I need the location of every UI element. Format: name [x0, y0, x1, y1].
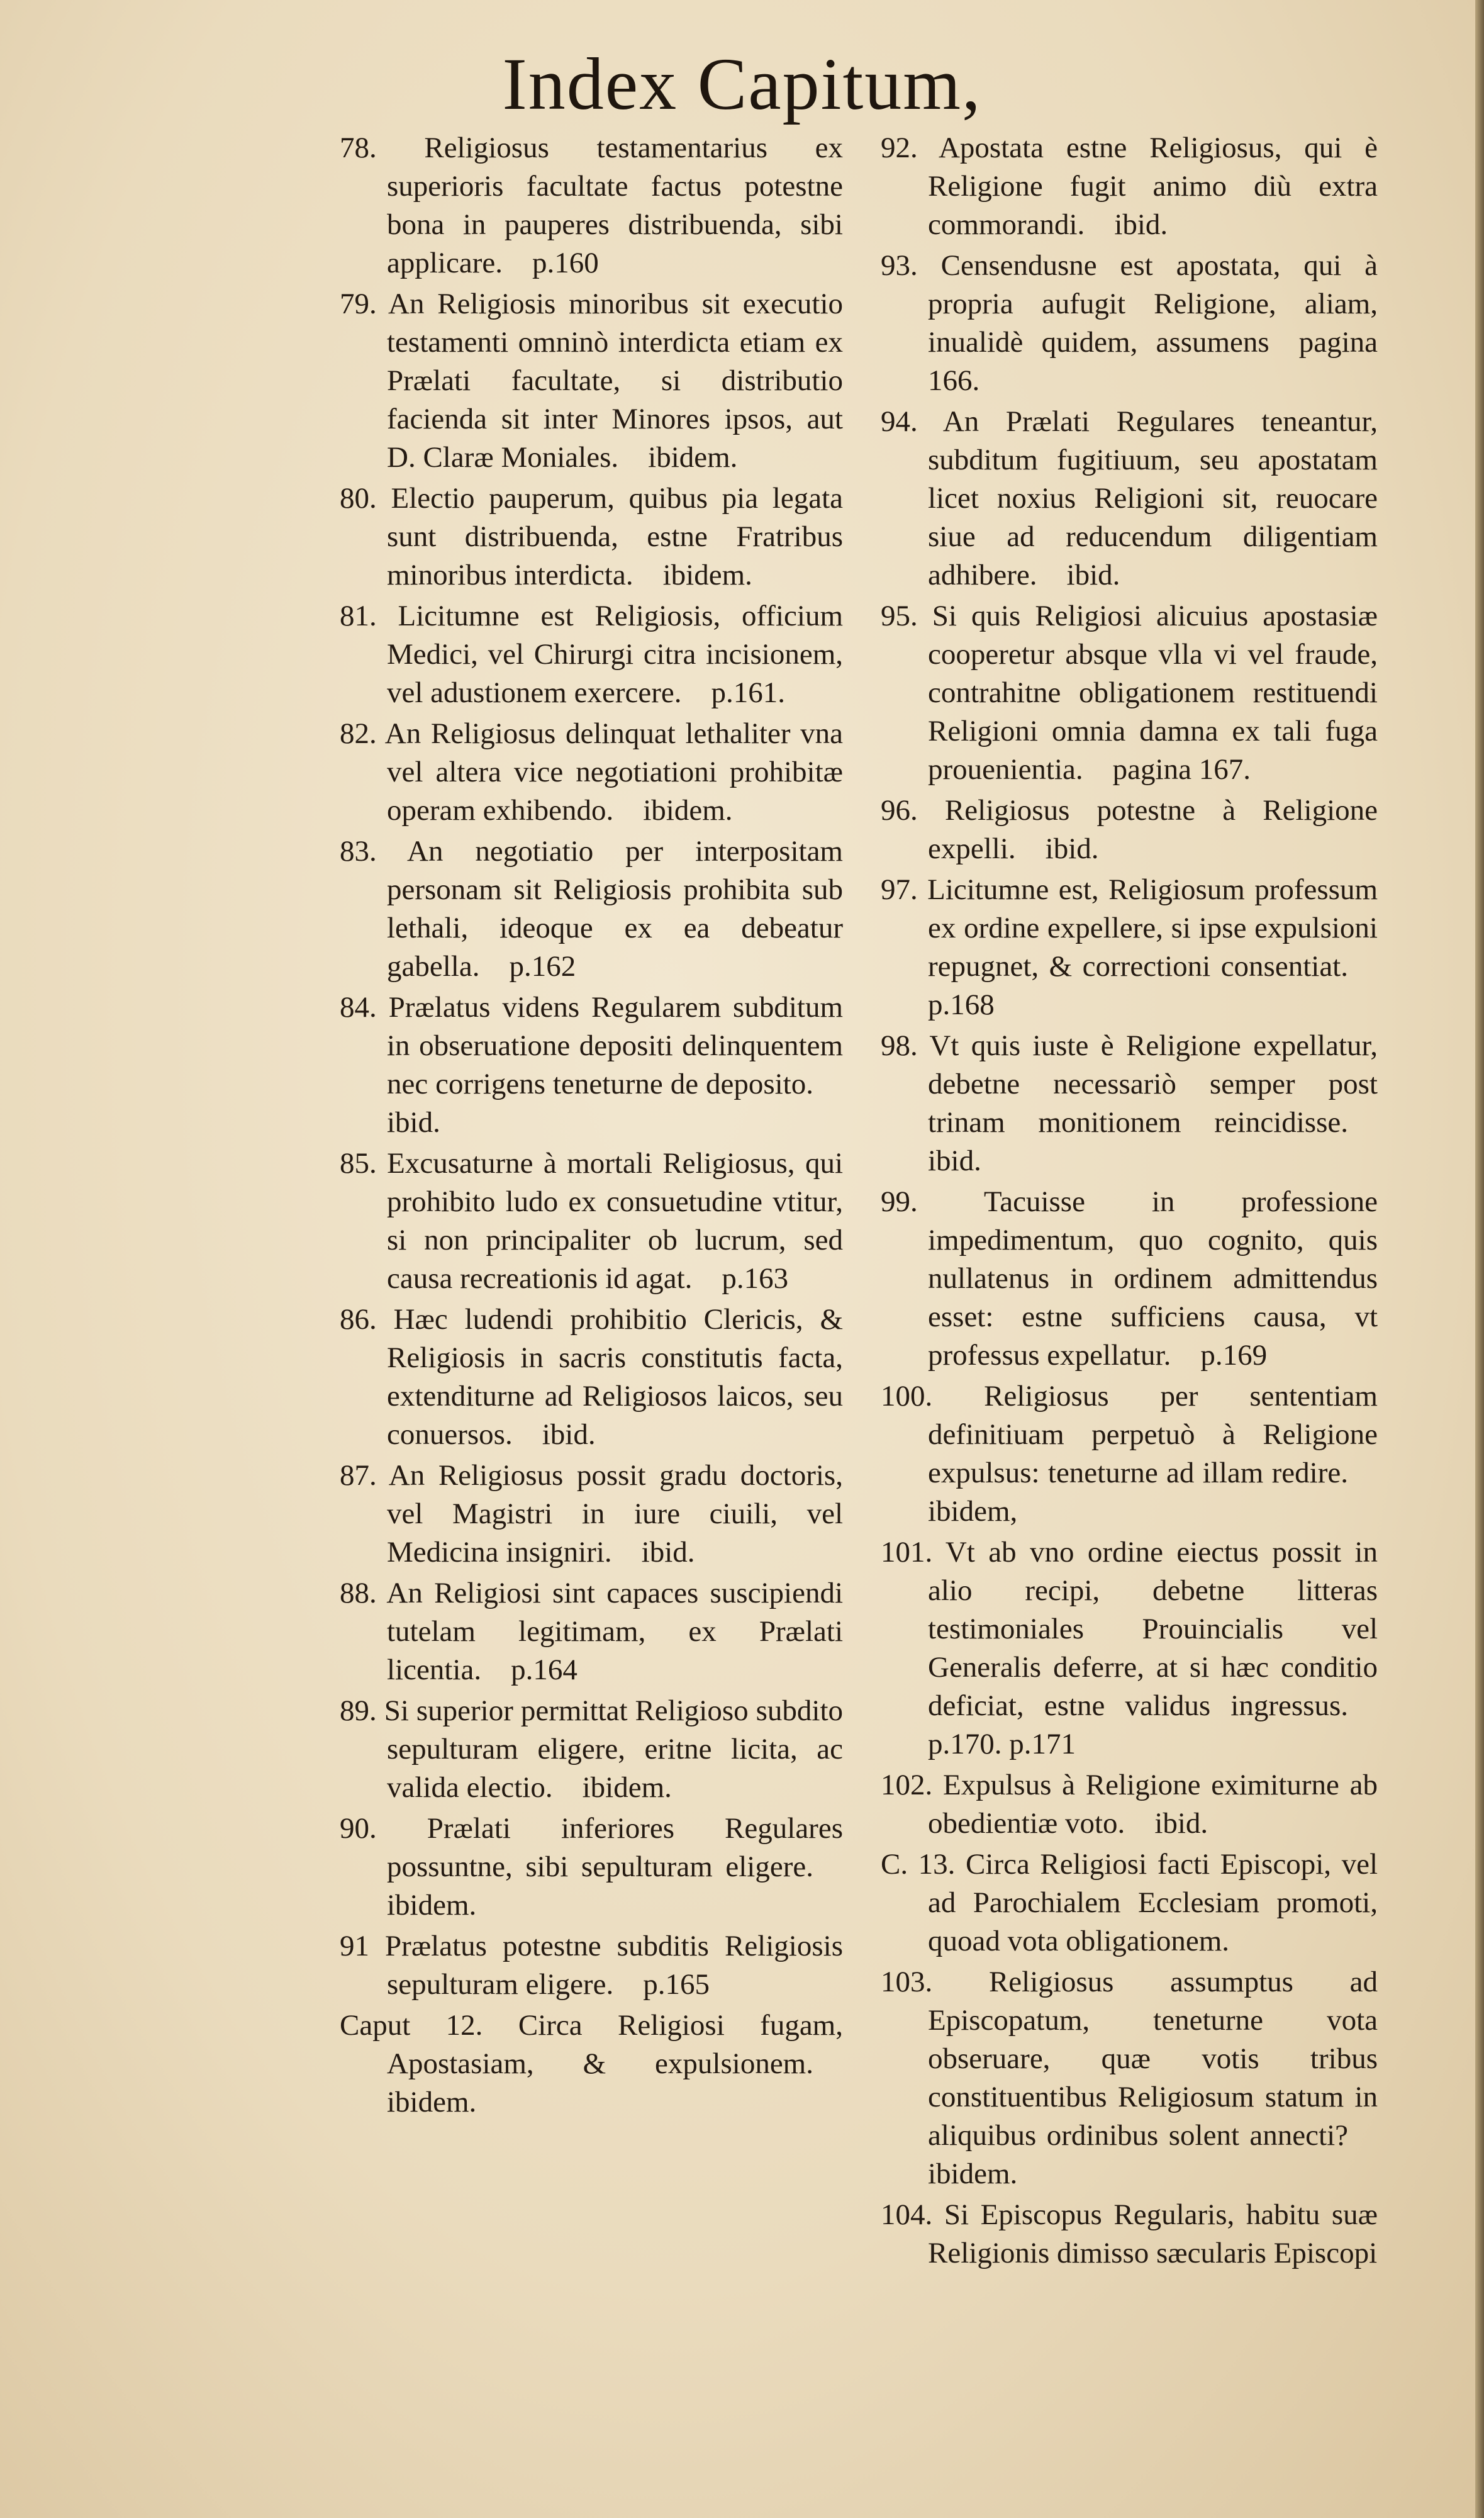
index-entry [340, 715, 843, 830]
entry-page-reference: ibid. [542, 1418, 596, 1451]
index-entry [881, 1766, 1378, 1843]
entry-number: 88. [340, 1577, 377, 1609]
index-entry [340, 1927, 843, 2004]
entry-page-reference: pagina 166. [928, 326, 1378, 397]
entry-text: Circa Religiosi fugam, Apostasiam, & expulsionem. [387, 2009, 843, 2080]
entry-page-reference: ibid. [641, 1536, 695, 1569]
entry-text: An Religiosi sint capaces suscipiendi tutelam legitimam, ex Prælati licentia. [386, 1577, 843, 1686]
entry-text: Religiosus testamentarius ex superioris facultate factus potestne bona in pauperes distribuenda, sibi applicare. [387, 131, 844, 279]
entry-number: 85. [340, 1147, 377, 1180]
index-entry [881, 792, 1378, 868]
left-column [340, 129, 843, 2124]
entry-page-reference: ibid. [387, 1106, 440, 1139]
entry-number: 98. [881, 1029, 918, 1062]
entry-number: 87. [340, 1459, 377, 1492]
index-entry [340, 1301, 843, 1454]
entry-number: 91 [340, 1930, 369, 1962]
index-entry [881, 871, 1378, 1024]
entry-text: An Religiosus possit gradu doctoris, vel Magistri in iure ciuili, vel Medicina insigniri. [387, 1459, 843, 1569]
entry-page-reference: ibidem. [643, 794, 733, 827]
entry-page-reference: p.162 [509, 950, 576, 983]
entry-page-reference: ibidem. [387, 2086, 477, 2118]
entry-page-reference: p.168 [928, 988, 995, 1021]
entry-number: 99. [881, 1185, 918, 1218]
entry-number: 83. [340, 835, 377, 868]
entry-number: 95. [881, 600, 918, 632]
index-entry [340, 129, 843, 283]
entry-text: Prælatus videns Regularem subditum in obseruatione depositi delinquentem nec corrigens teneturne de deposito. [387, 991, 844, 1100]
index-entry [881, 1027, 1378, 1180]
entry-text: Vt quis iuste è Religione expellatur, debetne necessariò semper post trinam monitionem reincidisse. [928, 1029, 1378, 1139]
index-entry [340, 988, 843, 1142]
entry-number: Caput 12. [340, 2009, 483, 2042]
entry-text: Expulsus à Religione eximiturne ab obedientiæ voto. [928, 1769, 1378, 1840]
entry-number: 90. [340, 1812, 377, 1845]
index-entry [881, 1533, 1378, 1764]
entry-number: 93. [881, 249, 918, 282]
entry-number: 102. [881, 1769, 933, 1801]
page-heading: Index Capitum, [502, 43, 982, 125]
entry-text: Hæc ludendi prohibitio Clericis, & Religiosis in sacris constitutis facta, extenditurne ad Religiosos laicos, seu conuersos. [387, 1303, 844, 1451]
entry-number: 79. [340, 288, 377, 320]
index-entry [340, 832, 843, 986]
index-entry [881, 1963, 1378, 2193]
entry-number: 84. [340, 991, 377, 1024]
entry-number: 96. [881, 794, 918, 827]
entry-page-reference: p.163 [722, 1262, 789, 1295]
entry-page-reference: ibidem, [928, 1495, 1018, 1528]
index-entry [881, 1377, 1378, 1531]
index-entry [340, 1144, 843, 1298]
entry-text: Licitumne est, Religiosum professum ex ordine expellere, si ipse expulsioni repugnet, & correctioni consentiat. [927, 873, 1378, 983]
entry-number: 100. [881, 1380, 933, 1413]
entry-text: An Religiosus delinquat lethaliter vna vel altera vice negotiationi prohibitæ operam exhibendo. [384, 717, 843, 827]
entry-text: Prælati inferiores Regulares possuntne, sibi sepulturam eligere. [387, 1812, 843, 1883]
entry-page-reference: ibid. [1154, 1807, 1208, 1840]
entry-page-reference: p.160 [532, 247, 599, 279]
entry-number: 104. [881, 2198, 933, 2231]
entry-page-reference: pagina 167. [1112, 753, 1251, 786]
entry-text: An Religiosis minoribus sit executio testamenti omninò interdicta etiam ex Prælati facultate, si distributio facienda sit inter Minores ipsos, aut D. Claræ Moniales. [387, 288, 843, 474]
index-entry [881, 247, 1378, 400]
index-entry [881, 597, 1378, 789]
entry-text: Electio pauperum, quibus pia legata sunt distribuenda, estne Fratribus minoribus interdicta. [387, 482, 843, 591]
index-entry [340, 1810, 843, 1925]
entry-page-reference: ibidem. [662, 559, 752, 591]
entry-text: Prælatus potestne subditis Religiosis sepulturam eligere. [385, 1930, 843, 2001]
entry-number: 81. [340, 600, 377, 632]
entry-text: Vt ab vno ordine eiectus possit in alio recipi, debetne litteras testimoniales Prouincialis vel Generalis deferre, at si hæc conditio deficiat, estne validus ingressus. [928, 1536, 1378, 1722]
entry-page-reference: p.164 [511, 1653, 577, 1686]
entry-page-reference: ibid. [1066, 559, 1120, 591]
entry-text: Excusaturne à mortali Religiosus, qui prohibito ludo ex consuetudine vtitur, si non principaliter ob lucrum, sed causa recreationis id agat. [387, 1147, 844, 1295]
entry-number: 78. [340, 131, 377, 164]
entry-number: C. 13. [881, 1848, 956, 1881]
entry-text: Tacuisse in professione impedimentum, quo cognito, quis nullatenus in ordinem admittendus esset: estne sufficiens causa, vt professus expellatur. [928, 1185, 1378, 1372]
book-spine-edge [1475, 0, 1484, 2518]
entry-number: 89. [340, 1694, 377, 1727]
entry-number: 86. [340, 1303, 377, 1336]
entry-number: 82. [340, 717, 377, 750]
entry-text: Religiosus per sententiam definitiuam perpetuò à Religione expulsus: teneturne ad illam redire. [928, 1380, 1378, 1489]
entry-page-reference: ibid. [928, 1144, 981, 1177]
entry-number: 94. [881, 405, 918, 438]
index-entry [340, 479, 843, 595]
entry-page-reference: ibidem. [582, 1771, 672, 1804]
entry-page-reference: p.169 [1200, 1339, 1268, 1372]
index-entry [340, 597, 843, 712]
entry-text: An Prælati Regulares teneantur, subditum fugitiuum, seu apostatam licet noxius Religioni sit, reuocare siue ad reducendum diligentiam adhibere. [928, 405, 1378, 591]
index-entry [340, 1457, 843, 1572]
entry-text: Religiosus potestne à Religione expelli. [928, 794, 1378, 865]
entry-text: Si Episcopus Regularis, habitu suæ Religionis dimisso sæcularis Episcopi [928, 2198, 1378, 2269]
entry-text: Licitumne est Religiosis, officium Medici, vel Chirurgi citra incisionem, vel adustionem exercere. [387, 600, 843, 709]
index-entry [881, 1845, 1378, 1961]
index-entry [340, 2006, 843, 2122]
entry-text: Circa Religiosi facti Episcopi, vel ad Parochialem Ecclesiam promoti, quoad vota obligationem. [928, 1848, 1378, 1957]
entry-page-reference: ibidem. [648, 441, 738, 474]
entry-text: Si quis Religiosi alicuius apostasiæ cooperetur absque vlla vi vel fraude, contrahitne obligationem restituendi Religioni omnia damna ex tali fuga prouenientia. [928, 600, 1378, 786]
entry-text: Si superior permittat Religioso subdito sepulturam eligere, eritne licita, ac valida electio. [384, 1694, 843, 1804]
index-entry [881, 1183, 1378, 1375]
entry-page-reference: ibidem. [928, 2157, 1018, 2190]
entry-page-reference: p.165 [643, 1968, 710, 2001]
entry-page-reference: ibidem. [387, 1889, 477, 1922]
entry-page-reference: ibid. [1045, 832, 1099, 865]
entry-number: 103. [881, 1966, 933, 1998]
index-entry [340, 1574, 843, 1689]
entry-text: Censendusne est apostata, qui à propria aufugit Religione, aliam, inualidè quidem, assumens [928, 249, 1378, 359]
index-entry [340, 285, 843, 477]
right-column [881, 129, 1378, 2275]
index-entry [881, 2196, 1378, 2273]
entry-text: An negotiatio per interpositam personam sit Religiosis prohibita sub lethali, ideoque ex ea debeatur gabella. [387, 835, 843, 983]
entry-number: 97. [881, 873, 918, 906]
entry-number: 80. [340, 482, 377, 515]
entry-number: 101. [881, 1536, 933, 1569]
index-entry [881, 403, 1378, 595]
entry-text: Religiosus assumptus ad Episcopatum, teneturne vota obseruare, quæ votis tribus constituentibus Religiosum statum in aliquibus ordinibus solent annecti? [928, 1966, 1378, 2152]
entry-page-reference: p.161. [711, 676, 785, 709]
entry-page-reference: ibid. [1114, 208, 1168, 241]
index-entry [340, 1692, 843, 1807]
index-entry [881, 129, 1378, 244]
entry-page-reference: p.170. p.171 [928, 1728, 1076, 1760]
entry-number: 92. [881, 131, 918, 164]
entry-text: Apostata estne Religiosus, qui è Religione fugit animo diù extra commorandi. [928, 131, 1378, 241]
